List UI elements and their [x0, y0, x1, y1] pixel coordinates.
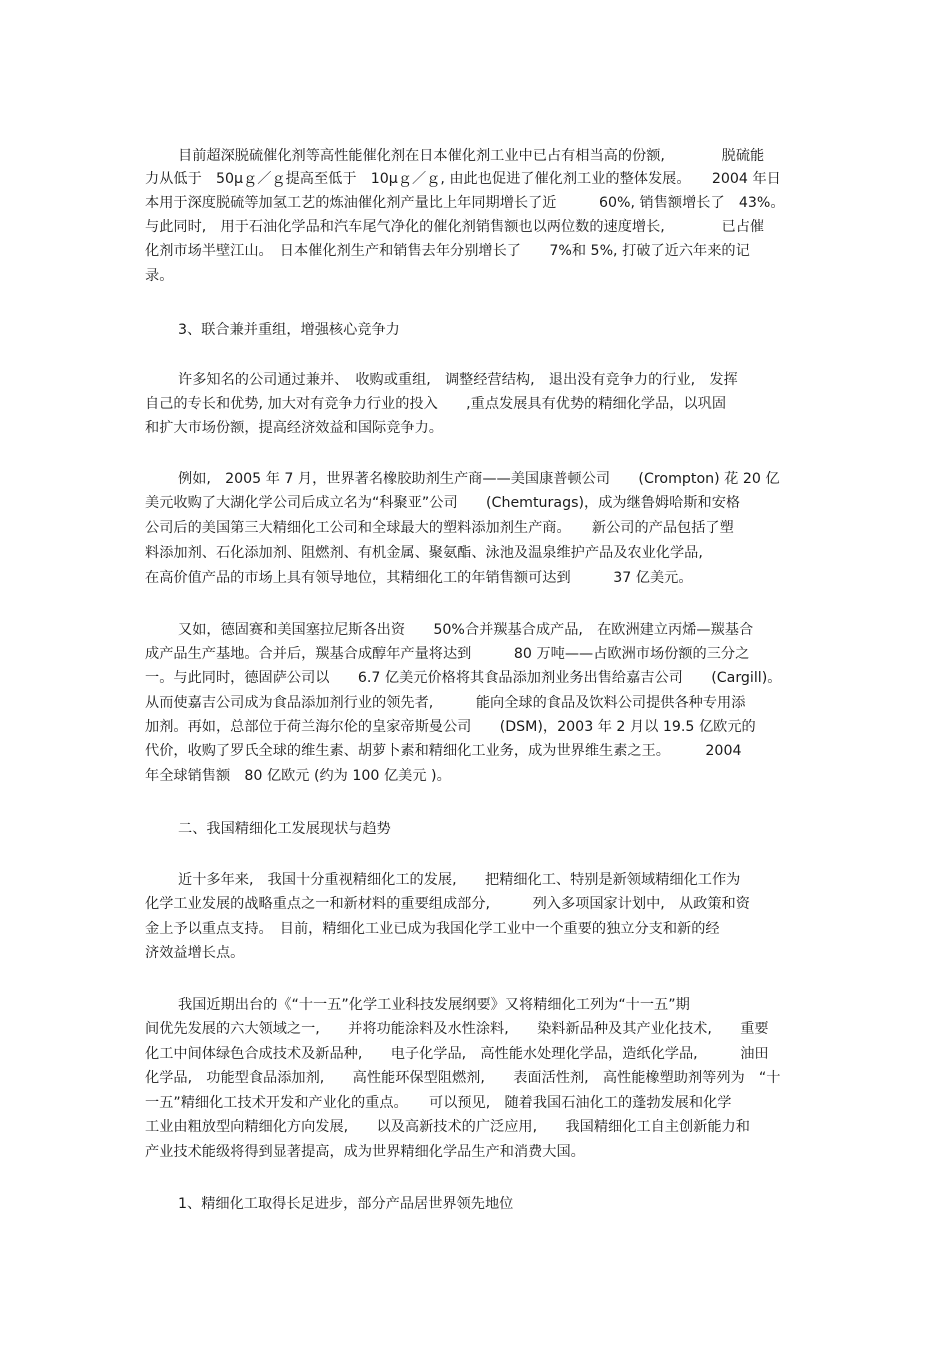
heading-text: 二、我国精细化工发展现状与趋势 [178, 821, 391, 837]
text-line: 化学品, 功能型食品添加剂, 高性能环保型阻燃剂, 表面活性剂, 高性能橡塑助剂等列为 “十 [145, 1070, 781, 1086]
text-line: 又如，德固赛和美国塞拉尼斯各出资 50%合并羰基合成产品, 在欧洲建立丙烯—羰基合 [178, 622, 754, 638]
text-line: 代价，收购了罗氏全球的维生素、胡萝卜素和精细化工业务，成为世界维生素之王。 2004 [145, 743, 742, 759]
text-line: 产业技术能级将得到显著提高，成为世界精细化学品生产和消费大国。 [145, 1144, 585, 1160]
text-line: 目前超深脱硫催化剂等高性能催化剂在日本催化剂工业中已占有相当高的份额, 脱硫能 [178, 148, 765, 164]
text-line: 从而使嘉吉公司成为食品添加剂行业的领先者, 能向全球的食品及饮料公司提供各种专用添 [145, 695, 746, 711]
text-line: 加剂。再如，总部位于荷兰海尔伦的皇家帝斯曼公司 (DSM)，2003 年 2 月以 19.5 亿欧元的 [145, 719, 756, 735]
text-line: 在高价值产品的市场上具有领导地位，其精细化工的年销售额可达到 37 亿美元。 [145, 570, 693, 586]
text-line: 自己的专长和优势, 加大对有竞争力行业的投入 ,重点发展具有优势的精细化学品，以巩固 [145, 396, 727, 412]
heading-text: 1、精细化工取得长足进步，部分产品居世界领先地位 [178, 1196, 514, 1212]
text-line: 工业由粗放型向精细化方向发展, 以及高新技术的广泛应用, 我国精细化工自主创新能力和 [145, 1119, 750, 1135]
text-line: 力从低于 50μｇ／ｇ提高至低于 10μｇ／ｇ, 由此也促进了催化剂工业的整体发展。 2004 年日 [145, 171, 781, 187]
text-line: 年全球销售额 80 亿欧元 (约为 100 亿美元 )。 [145, 768, 451, 784]
text-line: 间优先发展的六大领域之一, 并将功能涂料及水性涂料, 染料新品种及其产业化技术, 重要 [145, 1021, 769, 1037]
text-line: 本用于深度脱硫等加氢工艺的炼油催化剂产量比上年同期增长了近 60%, 销售额增长了 43%。 [145, 195, 785, 211]
text-line: 近十多年来, 我国十分重视精细化工的发展, 把精细化工、特别是新领域精细化工作为 [178, 872, 741, 888]
text-line: 和扩大市场份额，提高经济效益和国际竞争力。 [145, 420, 443, 436]
text-line: 录。 [145, 268, 174, 284]
text-line: 化学工业发展的战略重点之一和新材料的重要组成部分, 列入多项国家计划中, 从政策和资 [145, 896, 750, 912]
text-line: 我国近期出台的《“十一五”化学工业科技发展纲要》又将精细化工列为“十一五”期 [178, 997, 690, 1013]
text-line: 许多知名的公司通过兼并、 收购或重组, 调整经营结构, 退出没有竞争力的行业, 发挥 [178, 372, 738, 388]
text-line: 济效益增长点。 [145, 945, 245, 961]
heading-text: 3、联合兼并重组，增强核心竞争力 [178, 322, 400, 338]
text-line: 化工中间体绿色合成技术及新品种, 电子化学品, 高性能水处理化学品，造纸化学品, 油田 [145, 1046, 769, 1062]
text-line: 一五”精细化工技术开发和产业化的重点。 可以预见, 随着我国石油化工的蓬勃发展和化学 [145, 1095, 732, 1111]
text-line: 例如, 2005 年 7 月，世界著名橡胶助剂生产商——美国康普顿公司 (Crompton) 花 20 亿 [178, 471, 780, 487]
text-line: 与此同时, 用于石油化学品和汽车尾气净化的催化剂销售额也以两位数的速度增长, 已占催 [145, 219, 765, 235]
text-line: 一。与此同时，德固萨公司以 6.7 亿美元价格将其食品添加剂业务出售给嘉吉公司 (Cargill)。 [145, 670, 782, 686]
text-line: 料添加剂、石化添加剂、阻燃剂、有机金属、聚氨酯、泳池及温泉维护产品及农业化学品, [145, 545, 703, 561]
text-line: 成产品生产基地。合并后，羰基合成醇年产量将达到 80 万吨——占欧洲市场份额的三分之 [145, 646, 750, 662]
text-line: 公司后的美国第三大精细化工公司和全球最大的塑料添加剂生产商。 新公司的产品包括了塑 [145, 520, 734, 536]
text-line: 化剂市场半壁江山。 日本催化剂生产和销售去年分别增长了 7%和 5%, 打破了近六年来的记 [145, 243, 750, 259]
text-line: 金上予以重点支持。 目前，精细化工业已成为我国化学工业中一个重要的独立分支和新的经 [145, 921, 720, 937]
text-line: 美元收购了大湖化学公司后成立名为“科聚亚”公司 (Chemturags)，成为继鲁姆哈斯和安格 [145, 495, 741, 511]
